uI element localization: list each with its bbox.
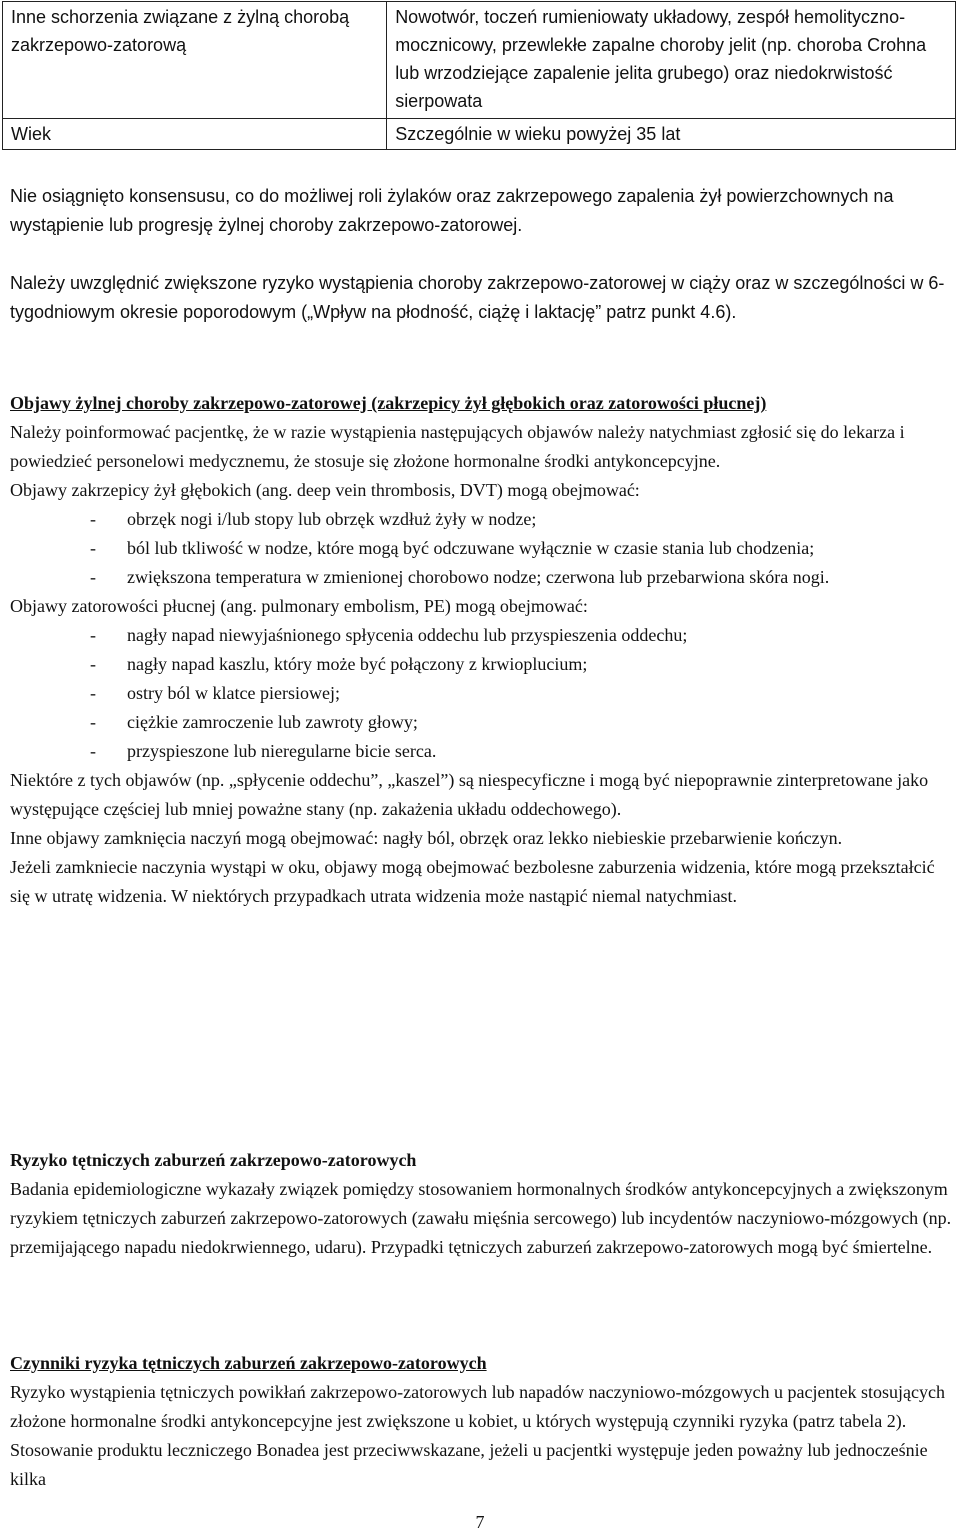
list-item: - ciężkie zamroczenie lub zawroty głowy; [90,712,418,732]
vte-intro: Należy poinformować pacjentkę, że w razie wystąpienia następujących objawów należy natychmiast zgłosić się do lekarza i powiedzieć personelowi medycznemu, że stosuje się złożone hormonalne środki antykoncepcyjne. [10,422,905,471]
dvt-intro: Objawy zakrzepicy żył głębokich (ang. deep vein thrombosis, DVT) mogą obejmować: [10,480,640,500]
table-row [3,119,956,150]
ate-section [10,1146,954,1262]
table-cell-value: Nowotwór, toczeń rumieniowaty układowy, zespół hemolityczno-mocznicowy, przewlekłe zapalne choroby jelit (np. choroba Crohna lub wrzodziejące zapalenie jelita grubego) oraz niedokrwistość sierpowata [387,2,956,119]
risk-factors-heading: Czynniki ryzyka tętniczych zaburzeń zakrzepowo-zatorowych [10,1353,487,1373]
page-number: 7 [475,1512,485,1532]
list-item: - nagły napad kaszlu, który może być połączony z krwioplucium; [90,654,588,674]
table-cell-label: Wiek [3,119,387,150]
list-item: - zwiększona temperatura w zmienionej chorobowo nodze; czerwona lub przebarwiona skóra nogi. [90,567,830,587]
risk-factors-section [10,1349,954,1494]
pe-intro: Objawy zatorowości płucnej (ang. pulmonary embolism, PE) mogą obejmować: [10,596,588,616]
table-cell-value: Szczególnie w wieku powyżej 35 lat [387,119,956,150]
table-cell-label: Inne schorzenia związane z żylną chorobą zakrzepowo-zatorową [3,2,387,119]
list-item: - ostry ból w klatce piersiowej; [90,683,340,703]
consensus-paragraph: Nie osiągnięto konsensusu, co do możliwej roli żylaków oraz zakrzepowego zapalenia żył powierzchownych na wystąpienie lub progresję żylnej choroby zakrzepowo-zatorowej. [10,186,894,235]
list-item: - nagły napad niewyjaśnionego spłycenia oddechu lub przyspieszenia oddechu; [90,625,688,645]
dvt-symptom-list [10,505,954,592]
nonspecific-paragraph: Niektóre z tych objawów (np. „spłycenie oddechu”, „kaszel”) są niespecyficzne i mogą być niepoprawnie zinterpretowane jako występujące częściej lub mniej poważne stany (np. zakażenia układu oddechowego). [10,770,929,819]
pregnancy-paragraph: Należy uwzględnić zwiększone ryzyko wystąpienia choroby zakrzepowo-zatorowej w ciąży oraz w szczególności w 6-tygodniowym okresie poporodowym („Wpływ na płodność, ciążę i laktację” patrz punkt 4.6). [10,273,945,322]
risk-factor-table [2,1,956,150]
ate-paragraph: Badania epidemiologiczne wykazały związek pomiędzy stosowaniem hormonalnych środków antykoncepcyjnych a zwiększonym ryzykiem tętniczych zaburzeń zakrzepowo-zatorowych (zawału mięśnia sercowego) lub incydentów naczyniowo-mózgowych (np. przemijającego napadu niedokrwiennego, udaru). Przypadki tętniczych zaburzeń zakrzepowo-zatorowych mogą być śmiertelne. [10,1179,952,1257]
other-symptoms-paragraph: Inne objawy zamknięcia naczyń mogą obejmować: nagły ból, obrzęk oraz lekko niebieskie przebarwienie kończyn. [10,828,843,848]
pe-symptom-list [10,621,954,766]
table-row [3,2,956,119]
vte-heading: Objawy żylnej choroby zakrzepowo-zatorowej (zakrzepicy żył głębokich oraz zatorowości płucnej) [10,393,767,413]
list-item: - przyspieszone lub nieregularne bicie serca. [90,741,437,761]
vte-section [10,389,954,911]
risk-factors-paragraph: Ryzyko wystąpienia tętniczych powikłań zakrzepowo-zatorowych lub napadów naczyniowo-mózgowych u pacjentek stosujących złożone hormonalne środki antykoncepcyjne jest zwiększone u kobiet, u których występują czynniki ryzyka (patrz tabela 2). Stosowanie produktu leczniczego Bonadea jest przeciwwskazane, jeżeli u pacjentki występuje jeden poważny lub jednocześnie kilka [10,1382,945,1489]
ate-heading: Ryzyko tętniczych zaburzeń zakrzepowo-zatorowych [10,1150,417,1170]
list-item: - obrzęk nogi i/lub stopy lub obrzęk wzdłuż żyły w nodze; [90,509,537,529]
eye-symptoms-paragraph: Jeżeli zamkniecie naczynia wystąpi w oku, objawy mogą obejmować bezbolesne zaburzenia widzenia, które mogą przekształcić się w utratę widzenia. W niektórych przypadkach utrata widzenia może nastąpić niemal natychmiast. [10,857,935,906]
list-item: - ból lub tkliwość w nodze, które mogą być odczuwane wyłącznie w czasie stania lub chodzenia; [90,538,815,558]
